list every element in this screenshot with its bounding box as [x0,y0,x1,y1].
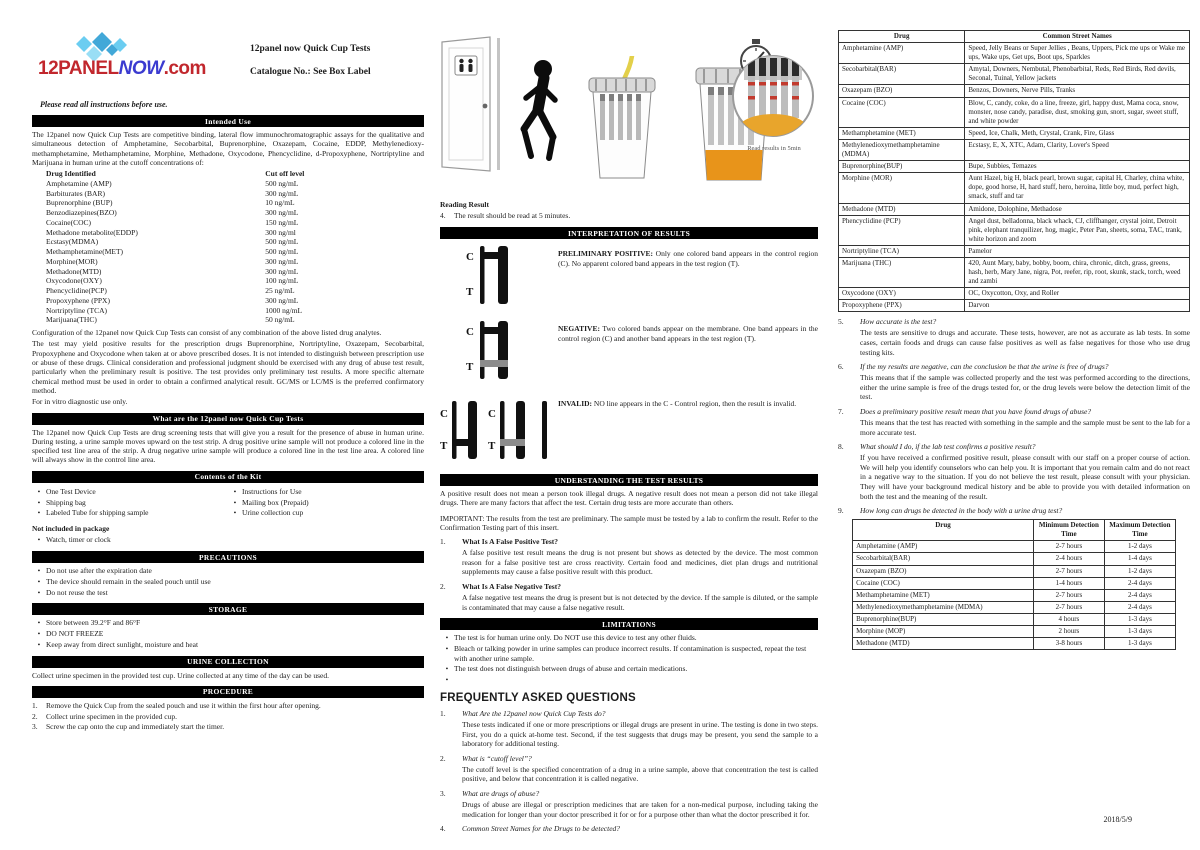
interpretation-text: Two colored bands appear on the membrane. One band appears in the control region (C) and another band appears in the test region (T). [558,324,818,343]
svg-text:T: T [440,440,448,453]
leaflet-header [32,30,424,96]
svg-text:T: T [488,440,496,453]
storage-item: • DO NOT FREEZE [37,629,104,639]
storage-item: • Store between 39.2°F and 86°F [37,618,141,628]
interpretation-text: NO line appears in the C - Control region, then the result is invalid. [593,399,797,409]
understanding-answer: A false negative test means the drug is present but is not detected by the device. If the sample is diluted, or the sample is contaminated that may cause a false negative result. [462,593,818,612]
restroom-door-icon [440,36,506,176]
cutoff-row: Buprenorphine (BUP) 10 ng/mL [46,198,295,208]
kit-item: • One Test Device [37,486,96,496]
street-row: Methadone (MTD) Amidone, Dolophine, Methadose [839,203,1190,215]
procedure-diagram [440,30,818,198]
section-header-interpretation: INTERPRETATION OF RESULTS [440,227,818,239]
interpretation-row-negative [440,318,818,389]
street-names-table [838,30,1190,312]
precaution-item: • Do not reuse the test [37,587,108,597]
cutoff-row: Methadone metabolite(EDDP) 300 ng/ml [46,227,296,237]
cutoff-row: Morphine(MOR) 300 ng/mL [46,256,299,266]
section-header-what-are: What are the 12panel now Quick Cup Tests [32,413,424,425]
faq-question: 9. How long can drugs be detected in the body with a urine drug test? [838,506,1063,516]
precaution-item: • Do not use after the expiration date [37,566,152,576]
faq-question: 6. If the my results are negative, can the conclusion be that the urine is free of drugs? [838,362,1109,372]
interpretation-text: Only one colored band appears in the control region (C). No apparent colored band appears in the test region (T). [558,249,818,268]
middle-column [440,30,818,835]
street-row: Oxazepam (BZO) Benzos, Downers, Nerve Pills, Tranks [839,85,1190,97]
read-instructions-note: Please read all instructions before use. [40,100,168,109]
faq-title: FREQUENTLY ASKED QUESTIONS [440,691,636,704]
cutoff-row: Benzodiazepines(BZO) 300 ng/mL [46,208,299,218]
precaution-item: • The device should remain in the sealed pouch until use [37,576,211,586]
street-row: Buprenorphine(BUP) Bupe, Subbies, Temazes [839,161,1190,173]
section-header-urine-collection: URINE COLLECTION [32,656,424,668]
faq-question: 4. Common Street Names for the Drugs to be detected? [440,824,621,834]
result-magnifier-block [730,52,818,152]
street-row: Phencyclidine (PCP) Angel dust, belladonna, black whack, CJ, cliffhanger, crystal joint, Detroit pink, elephant tranquilizer, hog, magic, Peter Pan, sheets, soma, TAC, trank, white horizon and zoom [839,215,1190,245]
test-strip-invalid-icon [440,393,558,463]
faq-answer: These tests indicated if one or more prescriptions or illegal drugs are present in urine. The testing is done in two steps. First, you do a quick at-home test. Second, if the test suggests that drugs may be present, you send the sample to a laboratory for additional testing. [462,719,818,749]
procedure-step: 2. Collect urine specimen in the provided cup. [32,711,178,721]
det-col-drug: Drug [853,520,1034,541]
detection-row: Methamphetamine (MET) 2-7 hours 2-4 days [853,589,1176,601]
faq-question: 1. What Are the 12panel now Quick Cup Tests do? [440,708,606,718]
not-included-title: Not included in package [32,524,110,533]
cutoff-row: Oxycodone(OXY) 100 ng/mL [46,276,299,286]
understanding-para: A positive result does not mean a person took illegal drugs. A negative result does not mean a person did not take illegal drugs. There are many factors that affect the test. Certain drug tests are more accurate than others. [440,489,818,508]
section-header-contents: Contents of the Kit [32,471,424,483]
detection-row: Methylenedioxymethamphetamine (MDMA) 2-7 hours 2-4 days [853,601,1176,613]
catalogue-number: Catalogue No.: See Box Label [250,67,371,77]
cutoff-row: Ecstasy(MDMA) 500 ng/mL [46,237,299,247]
svg-text:C: C [488,408,496,421]
understanding-important: IMPORTANT: The results from the test are preliminary. The sample must be tested by a lab to confirm the result. Refer to the Confirmation Testing part of this insert. [440,513,818,532]
intended-use-body: The 12panel now Quick Cup Tests are competitive binding, lateral flow immunochromatographic assays for the qualitative and simultaneous detection of Amphetamine, Secobarbital, Buprenorphine, Oxazepam, Cocaine, EDDP, Methylenedioxy-methamphetamine, Methamphetamine, Morphine, Methadone, Oxycodone, Phencyclidine, d-Propoxyphene, Nortriptyline and Marijuana in human urine at the cutoff concentrations of: [32,130,424,167]
section-header-intended-use: Intended Use [32,115,424,127]
interpretation-label: INVALID: [558,399,593,409]
det-col-max: Maximum Detection Time [1104,520,1175,541]
cutoff-row: Phencyclidine(PCP) 25 ng/mL [46,286,295,296]
section-header-storage: STORAGE [32,603,424,615]
detection-row: Buprenorphine(BUP) 4 hours 1-3 days [853,613,1176,625]
street-row: Methamphetamine (MET) Speed, Ice, Chalk, Meth, Crystal, Crank, Fire, Glass [839,127,1190,139]
section-header-limitations: LIMITATIONS [440,618,818,630]
detection-row: Amphetamine (AMP) 2-7 hours 1-2 days [853,541,1176,553]
street-row: Morphine (MOR) Aunt Hazel, big H, black pearl, brown sugar, capital H, Charley, china white, dope, good horse, H, hard stuff, hero, heroina, little boy, mud, perfect high, smack, stuff and tar [839,173,1190,203]
cutoff-row: Marijuana(THC) 50 ng/mL [46,315,295,325]
cutoff-row: Propoxyphene (PPX) 300 ng/mL [46,295,299,305]
interpretation-row-positive [440,243,818,314]
cutoff-row: Nortriptyline (TCA) 1000 ng/mL [46,305,303,315]
faq-question: 7. Does a preliminary positive result mean that you have found drugs of abuse? [838,407,1092,416]
not-included-item: • Watch, timer or clock [37,535,111,545]
street-row: Propoxyphene (PPX) Darvon [839,300,1190,312]
detection-time-table [852,519,1176,650]
svg-text:C: C [466,251,474,264]
faq-answer: If you have received a confirmed positive result, please consult with our staff on a proper course of action. We will help you identify counselors who can help you. It is important that you remain calm and do not react in a negative way to the situation. If you do not believe the test result, please consult with your physician. They will have your background medical history and be able to provide you with detailed information on both the test and the meaning of the result. [860,453,1190,501]
street-row: Secobarbital(BAR) Amytal, Downers, Nembutal, Phenobarbital, Reds, Red Birds, Red devils, Seconal, Tuinal, Yellow jackets [839,64,1190,85]
faq-answer: This means that the test has reacted with something in the sample and the sample must be sent to the lab for a more accurate test. [860,418,1190,437]
urine-stream-cup-icon [580,56,664,184]
cutoff-col-level: Cut off level [265,169,305,179]
limitation-item: • Bleach or talking powder in urine samples can produce incorrect results. If contamination is suspected, repeat the test with another urine sample. [445,643,807,663]
procedure-step: 3. Screw the cap onto the cup and immediately start the timer. [32,722,225,732]
kit-item: • Mailing box (Prepaid) [233,497,309,507]
interpretation-row-invalid [440,393,818,468]
prescription-note: The test may yield positive results for the prescription drugs Buprenorphine, Nortriptyline, Oxazepam, Secobarbital, Propoxyphene and Oxycodone when taken at or above prescribed doses. It is not intended to distinguish between prescription use or abuse of these drugs. Clinical consideration and professional judgment should be exercised with any drug of abuse test result, particularly when the preliminary result is positive. The test provides only preliminary test results. A more specific alternate chemical method must be used in order to obtain a confirmed analytical result. GC/MS or LC/MS is the preferred confirmatory method. [32,339,424,395]
right-column [838,30,1190,650]
limitation-item: • The test is for human urine only. Do NOT use this device to test any other fluids. [445,633,697,643]
kit-contents [32,486,424,519]
logo-part-2: NOW [118,58,164,79]
brand-logo [32,30,232,96]
revision-date: 2018/5/9 [1103,815,1132,824]
procedure-step: 1. Remove the Quick Cup from the sealed pouch and use it within the first hour after opening. [32,700,321,710]
street-row: Nortriptyline (TCA) Pamelor [839,245,1190,257]
kit-item: • Shipping bag [37,497,86,507]
faq-answer: The tests are sensitive to drugs and accurate. These tests, however, are not as accurate as lab tests. In some cases, certain foods and drugs can cause false positives as well as false negatives for those who use drug testing kits. [860,328,1190,357]
test-strip-positive-icon [466,243,566,309]
walking-person-icon [514,58,576,178]
svg-text:C: C [440,408,448,421]
svg-text:T: T [466,361,474,374]
section-header-precautions: PRECAUTIONS [32,551,424,563]
street-row: Cocaine (COC) Blow, C, candy, coke, do a line, freeze, girl, happy dust, Mama coca, snow, monster, nose candy, paradise, dust, smoking gun, snort, sugar, sweet stuff, and white powder [839,97,1190,127]
product-title: 12panel now Quick Cup Tests [250,44,371,54]
faq-question: 3. What are drugs of abuse? [440,788,540,798]
street-row: Oxycodone (OXY) OC, Oxycotton, Oxy, and Roller [839,288,1190,300]
invitro-note: For in vitro diagnostic use only. [32,397,128,407]
kit-item: • Urine collection cup [233,508,304,518]
section-header-understanding: UNDERSTANDING THE TEST RESULTS [440,474,818,486]
faq-question: 8. What should I do, if the lab test confirms a positive result? [838,442,1036,452]
result-magnifier-caption: Read results in 5min [747,145,801,152]
detection-row: Oxazepam (BZO) 2-7 hours 1-2 days [853,565,1176,577]
street-row: Methylenedioxymethamphetamine (MDMA) Ecstasy, E, X, XTC, Adam, Clarity, Lover's Speed [839,139,1190,160]
interpretation-label: NEGATIVE: [558,324,600,334]
left-column [32,30,424,733]
kit-item: • Instructions for Use [233,486,302,496]
interpretation-label: PRELIMINARY POSITIVE: [558,249,654,259]
cutoff-row: Barbiturates (BAR) 300 ng/mL [46,188,299,198]
cutoff-row: Methamphetamine(MET) 500 ng/mL [46,247,299,257]
section-header-procedure: PROCEDURE [32,686,424,698]
limitation-item: • [445,675,449,685]
street-row: Marijuana (THC) 420, Aunt Mary, baby, bobby, boom, chira, chronic, ditch, grass, greens, hash, herb, Mary Jane, nigra, Pot, reefer, rip, root, skunk, stack, torch, weed and zambi [839,257,1190,287]
det-col-min: Minimum Detection Time [1033,520,1104,541]
detection-row: Morphine (MOP) 2 hours 1-3 days [853,626,1176,638]
understanding-question: 2. What Is A False Negative Test? [440,582,561,592]
what-are-body: The 12panel now Quick Cup Tests are drug screening tests that will give you a result for the presence of abuse in human urine. During testing, a urine sample moves upward on the test strip. A drug positive urine sample will not produce a colored line in the specified test line area of the strip. A drug negative urine sample will produce a colored line in the test line area. A colored line will always show in the control line area. [32,427,424,465]
test-strip-negative-icon [466,318,566,384]
reading-result-title: Reading Result [440,200,489,209]
configuration-note: Configuration of the 12panel now Quick Cup Tests can consist of any combination of the above listed drug analytes. [32,328,382,338]
faq-question: 5. How accurate is the test? [838,317,937,327]
detection-row: Secobarbital(BAR) 2-4 hours 1-4 days [853,553,1176,565]
detection-row: Cocaine (COC) 1-4 hours 2-4 days [853,577,1176,589]
kit-item: • Labeled Tube for shipping sample [37,508,149,518]
faq-answer: Drugs of abuse are illegal or prescription medicines that are taken for a non-medical purpose, including taking the medication for longer than your doctor prescribed it for or for a purpose other than what the doctor prescribed it for. [462,799,818,819]
svg-text:T: T [466,286,474,299]
result-magnifier-icon [730,52,816,140]
logo-part-1: 12PANEL [38,58,119,79]
cutoff-col-drug: Drug Identified [46,169,96,179]
reading-result-item: 4. The result should be read at 5 minutes. [440,211,571,221]
urine-collection-body: Collect urine specimen in the provided test cup. Urine collected at any time of the day can be used. [32,670,329,680]
faq-answer: The cutoff level is the specified concentration of a drug in a urine sample, above that concentration the test is called positive, and below that concentration it is called negative. [462,764,818,784]
understanding-answer: A false positive test result means the drug is not present but shows as detected by the device. The most common reason for a false positive test are cross reactivity. Certain food and medicines, diet plan drugs and nutritional supplements may cause a false positive result with this product. [462,548,818,577]
storage-item: • Keep away from direct sunlight, moisture and heat [37,639,199,649]
street-col-drug: Drug [839,31,965,43]
limitation-item: • The test does not distinguish between drugs of abuse and certain medications. [445,664,688,674]
street-row: Amphetamine (AMP) Speed, Jelly Beans or Super Jellies , Beans, Uppers, Pick me ups or Wake me ups, Wake ups, Get ups, Boot ups, Sparkles [839,43,1190,64]
cutoff-table [46,169,424,325]
understanding-question: 1. What Is A False Positive Test? [440,537,559,547]
svg-text:C: C [466,326,474,339]
street-col-names: Common Street Names [965,31,1190,43]
faq-answer: This means that if the sample was collected properly and the test was performed according to the directions, either the urine sample is free of the drugs tested for, or the drug levels were below the detection limit of the test. [860,373,1190,402]
cutoff-row: Cocaine(COC) 150 ng/mL [46,217,299,227]
faq-question: 2. What is “cutoff level”? [440,753,532,763]
logo-part-3: .com [163,58,206,79]
cutoff-row: Amphetamine (AMP) 500 ng/mL [46,178,299,188]
cutoff-row: Methadone(MTD) 300 ng/mL [46,266,299,276]
detection-row: Methadone (MTD) 3-8 hours 1-3 days [853,638,1176,650]
